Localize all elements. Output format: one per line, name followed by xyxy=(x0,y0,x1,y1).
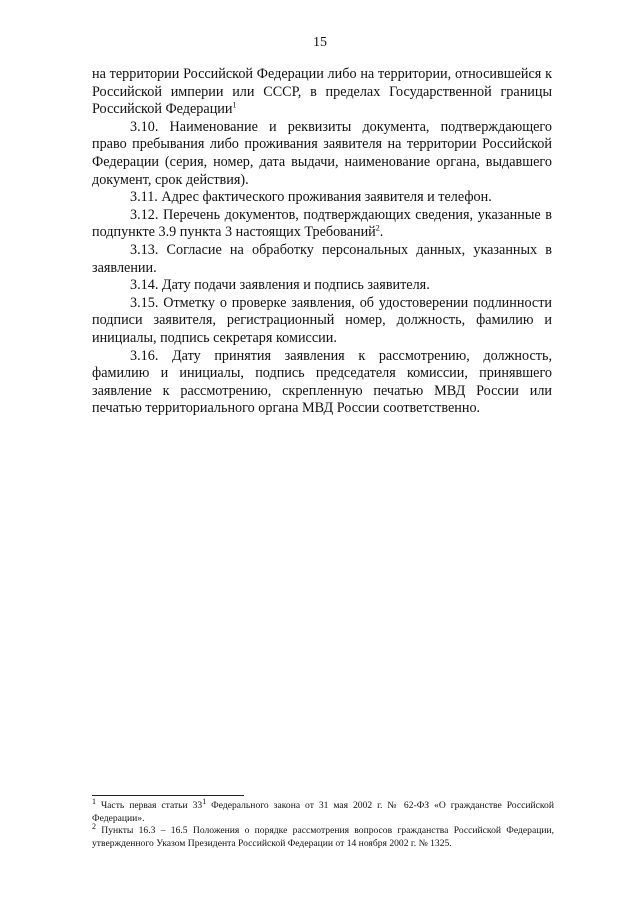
footnote-divider xyxy=(92,795,244,796)
paragraph-3-15 xyxy=(92,295,552,348)
footnote-mark: 2 xyxy=(92,822,96,831)
paragraph-text: 3.16. Дату принятия заявления к рассмотрению, должность, фамилию и инициалы, подпись председателя комиссии, принявшего заявление к рассмотрению, скрепленную печатью МВД России или печатью территориального органа МВД России соответственно. xyxy=(92,347,552,417)
paragraph-3-14 xyxy=(92,277,552,295)
paragraph-3-10 xyxy=(92,119,552,189)
page-number: 15 xyxy=(313,35,327,50)
paragraph-text: на территории Российской Федерации либо на территории, относившейся к Российской империи или СССР, в пределах Государственной границы Российской Федерации xyxy=(92,66,552,118)
paragraph-text: 3.11. Адрес фактического проживания заявителя и телефон. xyxy=(130,189,492,206)
paragraph-text: 3.15. Отметку о проверке заявления, об удостоверении подлинности подписи заявителя, регистрационный номер, должность, фамилию и инициалы, подпись секретаря комиссии. xyxy=(92,294,552,346)
footnote-2 xyxy=(92,822,554,850)
paragraph-3-16 xyxy=(92,348,552,418)
paragraph-continuation xyxy=(92,66,552,119)
paragraph-text: 3.14. Дату подачи заявления и подпись заявителя. xyxy=(130,277,430,294)
footnote-ref-1: 1 xyxy=(232,100,237,110)
paragraph-text: 3.10. Наименование и реквизиты документа, подтверждающего право пребывания либо проживания заявителя на территории Российской Федерации (серия, номер, дата выдачи, наименование органа, выдавшего документ, срок действия). xyxy=(92,118,552,188)
footnote-text: Часть первая статьи 33 xyxy=(96,800,203,811)
paragraph-text: 3.13. Согласие на обработку персональных данных, указанных в заявлении. xyxy=(92,241,552,276)
paragraph-3-12 xyxy=(92,207,552,242)
footnote-inner-sup: 1 xyxy=(202,796,207,806)
paragraph-3-13 xyxy=(92,242,552,277)
paragraph-tail: . xyxy=(379,224,384,241)
footnote-text-cont: Федерального закона от 31 мая 2002 г. № 62-ФЗ «О гражданстве Российской Федерации». xyxy=(92,800,554,824)
footnote-text: Пункты 16.3 – 16.5 Положения о порядке рассмотрения вопросов гражданства Российской Федерации, утвержденного Указом Президента Российской Федерации от 14 ноября 2002 г. № 1325. xyxy=(92,825,554,849)
paragraph-3-11 xyxy=(92,189,552,207)
document-body xyxy=(92,66,552,418)
footnote-mark: 1 xyxy=(92,796,96,806)
paragraph-text: 3.12. Перечень документов, подтверждающих сведения, указанные в подпункте 3.9 пункта 3 настоящих Требований xyxy=(92,206,552,241)
footnote-ref-2: 2 xyxy=(375,223,380,233)
footnote-1 xyxy=(92,796,554,825)
footnotes xyxy=(92,796,554,850)
